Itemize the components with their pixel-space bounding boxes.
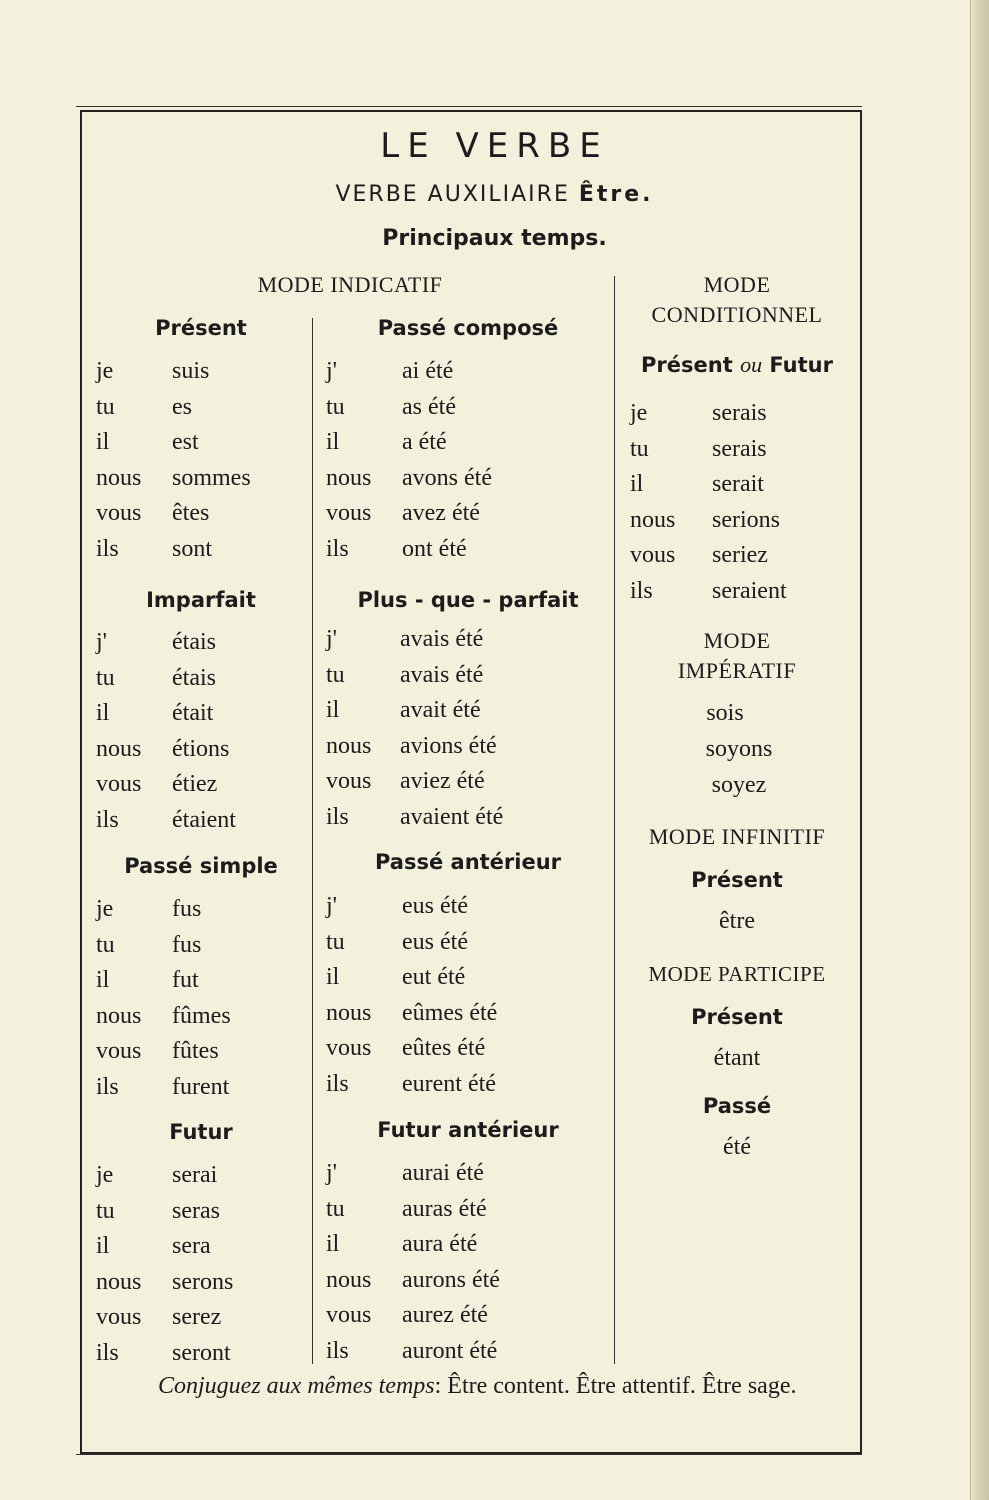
verb-form: sommes <box>172 464 251 491</box>
pronoun: ils <box>326 1070 349 1097</box>
pronoun: vous <box>96 771 142 797</box>
pronoun: il <box>630 471 644 497</box>
verb-form: seriez <box>712 542 768 568</box>
pronoun: tu <box>96 664 115 691</box>
verb-form: serions <box>712 506 780 533</box>
subtitle: Principaux temps. <box>382 226 607 251</box>
verb-form: êtes <box>172 500 210 526</box>
pronoun: vous <box>326 768 372 794</box>
pronoun: nous <box>96 1268 142 1295</box>
verb-form: serais <box>712 400 767 426</box>
bottom-rule <box>76 1454 862 1455</box>
pronoun: nous <box>326 1266 372 1293</box>
pronoun: tu <box>96 1197 115 1224</box>
participe-passe-value: été <box>723 1134 751 1160</box>
verb-form: sont <box>172 535 213 562</box>
pronoun: ils <box>96 1073 119 1100</box>
verb-form: serons <box>172 1268 234 1295</box>
column-divider-2 <box>614 276 615 1364</box>
verb-form: avions été <box>400 732 497 759</box>
mode-imperatif-label-1: MODE <box>703 628 771 653</box>
verb-form: étaient <box>172 806 236 833</box>
verb-form: étais <box>172 629 216 655</box>
verb-form: serai <box>172 1162 218 1188</box>
verb-form: seraient <box>712 577 787 604</box>
mode-conditionnel-label-2: CONDITIONNEL <box>651 302 823 327</box>
pronoun: ils <box>96 806 119 833</box>
verb-form: avait été <box>400 697 481 723</box>
pronoun: ils <box>326 1337 349 1364</box>
page-edge <box>970 0 989 1500</box>
imperatif-item: sois <box>706 700 744 726</box>
mode-imperatif-label-2: IMPÉRATIF <box>677 658 797 683</box>
pronoun: nous <box>326 464 372 491</box>
pronoun: j' <box>326 358 337 384</box>
verb-form: seras <box>172 1197 220 1224</box>
pronoun: vous <box>326 500 372 526</box>
auxiliary-prefix: VERBE AUXILIAIRE <box>335 182 570 207</box>
verb-form: eûtes été <box>402 1035 486 1061</box>
participe-passe-name: Passé <box>702 1094 772 1118</box>
pronoun: j' <box>326 1160 337 1186</box>
verb-form: étiez <box>172 771 218 797</box>
conditionnel-tense-heading <box>620 352 854 378</box>
verb-form: eut été <box>402 964 466 990</box>
tense-heading-passe-simple: Passé simple <box>124 854 278 878</box>
pronoun: je <box>96 1162 114 1188</box>
page-title: LE VERBE <box>380 126 609 166</box>
pronoun: je <box>96 358 114 384</box>
pronoun: nous <box>96 1002 142 1029</box>
conditionnel-tense-or: ou <box>740 352 763 377</box>
verb-form: aurons été <box>402 1266 500 1293</box>
pronoun: j' <box>326 893 337 919</box>
column-divider-1 <box>312 318 313 1364</box>
pronoun: nous <box>326 732 372 759</box>
tense-heading-futur: Futur <box>169 1120 233 1144</box>
pronoun: tu <box>630 435 649 462</box>
verb-form: fûtes <box>172 1038 219 1064</box>
imperatif-item: soyons <box>705 736 773 762</box>
tense-heading-present: Présent <box>155 316 247 340</box>
pronoun: vous <box>96 500 142 526</box>
verb-form: serais <box>712 435 767 462</box>
verb-form: fûmes <box>172 1002 231 1029</box>
pronoun: tu <box>326 661 345 688</box>
mode-participe-label: MODE PARTICIPE <box>648 962 826 986</box>
conditionnel-tense-a: Présent <box>641 353 733 377</box>
conditionnel-tense-b: Futur <box>769 353 833 377</box>
pronoun: il <box>326 429 340 455</box>
tense-heading-plus-que-parfait: Plus - que - parfait <box>357 588 579 612</box>
auxiliary-heading <box>0 182 989 207</box>
verb-form: avez été <box>402 500 480 526</box>
verb-form: auront été <box>402 1337 498 1364</box>
infinitif-value: être <box>719 908 755 934</box>
verb-form: as été <box>402 393 456 420</box>
pronoun: il <box>326 964 340 990</box>
verb-form: fus <box>172 896 202 922</box>
pronoun: tu <box>326 1195 345 1222</box>
verb-form: a été <box>402 429 447 455</box>
pronoun: tu <box>96 393 115 420</box>
imperatif-item: soyez <box>711 772 767 798</box>
verb-form: aura été <box>402 1231 478 1257</box>
exercise-instruction <box>96 1370 852 1403</box>
tense-heading-passe-compose: Passé composé <box>377 316 559 340</box>
pronoun: ils <box>96 535 119 562</box>
verb-form: fus <box>172 931 202 958</box>
pronoun: vous <box>96 1038 142 1064</box>
pronoun: il <box>96 700 110 726</box>
verb-form: aviez été <box>400 768 485 794</box>
tense-heading-passe-anterieur: Passé antérieur <box>374 850 562 874</box>
verb-form: sera <box>172 1233 211 1259</box>
pronoun: je <box>630 400 648 426</box>
mode-infinitif-label: MODE INFINITIF <box>648 824 826 849</box>
verb-form: avais été <box>400 661 484 688</box>
pronoun: il <box>96 429 110 455</box>
pronoun: il <box>326 1231 340 1257</box>
pronoun: tu <box>326 393 345 420</box>
verb-form: avons été <box>402 464 492 491</box>
verb-form: fut <box>172 967 199 993</box>
verb-form: eus été <box>402 928 468 955</box>
pronoun: vous <box>326 1302 372 1328</box>
pronoun: vous <box>630 542 676 568</box>
pronoun: ils <box>630 577 653 604</box>
verb-form: eurent été <box>402 1070 496 1097</box>
pronoun: il <box>326 697 340 723</box>
pronoun: nous <box>630 506 676 533</box>
pronoun: nous <box>326 999 372 1026</box>
pronoun: tu <box>96 931 115 958</box>
exercise-examples: : Être content. Être attentif. Être sage. <box>434 1373 797 1399</box>
pronoun: nous <box>96 464 142 491</box>
pronoun: j' <box>96 629 107 655</box>
verb-form: étions <box>172 735 230 762</box>
tense-heading-imparfait: Imparfait <box>146 588 256 612</box>
verb-form: ont été <box>402 535 467 562</box>
pronoun: ils <box>326 535 349 562</box>
participe-present-value: étant <box>713 1045 761 1071</box>
pronoun: vous <box>96 1304 142 1330</box>
verb-form: auras été <box>402 1195 487 1222</box>
exercise-instruction-text: Conjuguez aux mêmes temps <box>158 1373 435 1399</box>
pronoun: ils <box>96 1339 119 1366</box>
verb-form: serez <box>172 1304 222 1330</box>
verb-form: avaient été <box>400 803 504 830</box>
verb-form: était <box>172 700 214 726</box>
tense-heading-futur-anterieur: Futur antérieur <box>377 1118 559 1142</box>
verb-form: aurai été <box>402 1160 484 1186</box>
verb-form: serait <box>712 471 764 497</box>
pronoun: je <box>96 896 114 922</box>
verb-form: seront <box>172 1339 231 1366</box>
pronoun: il <box>96 1233 110 1259</box>
verb-form: eus été <box>402 893 468 919</box>
verb-form: est <box>172 429 199 455</box>
verb-form: furent <box>172 1073 230 1100</box>
verb-form: étais <box>172 664 216 691</box>
mode-conditionnel-label-1: MODE <box>703 272 771 297</box>
pronoun: vous <box>326 1035 372 1061</box>
mode-indicatif-label: MODE INDICATIF <box>257 272 443 297</box>
verb-form: suis <box>172 358 210 384</box>
top-rule <box>76 106 862 107</box>
pronoun: il <box>96 967 110 993</box>
verb-form: avais été <box>400 626 484 652</box>
pronoun: ils <box>326 803 349 830</box>
participe-present-name: Présent <box>691 1005 783 1029</box>
verb-form: eûmes été <box>402 999 498 1026</box>
verb-form: ai été <box>402 358 454 384</box>
pronoun: j' <box>326 626 337 652</box>
verb-form: es <box>172 393 192 420</box>
pronoun: tu <box>326 928 345 955</box>
verb-form: aurez été <box>402 1302 488 1328</box>
infinitif-tense: Présent <box>691 868 783 892</box>
pronoun: nous <box>96 735 142 762</box>
auxiliary-verb: Être. <box>578 182 654 207</box>
